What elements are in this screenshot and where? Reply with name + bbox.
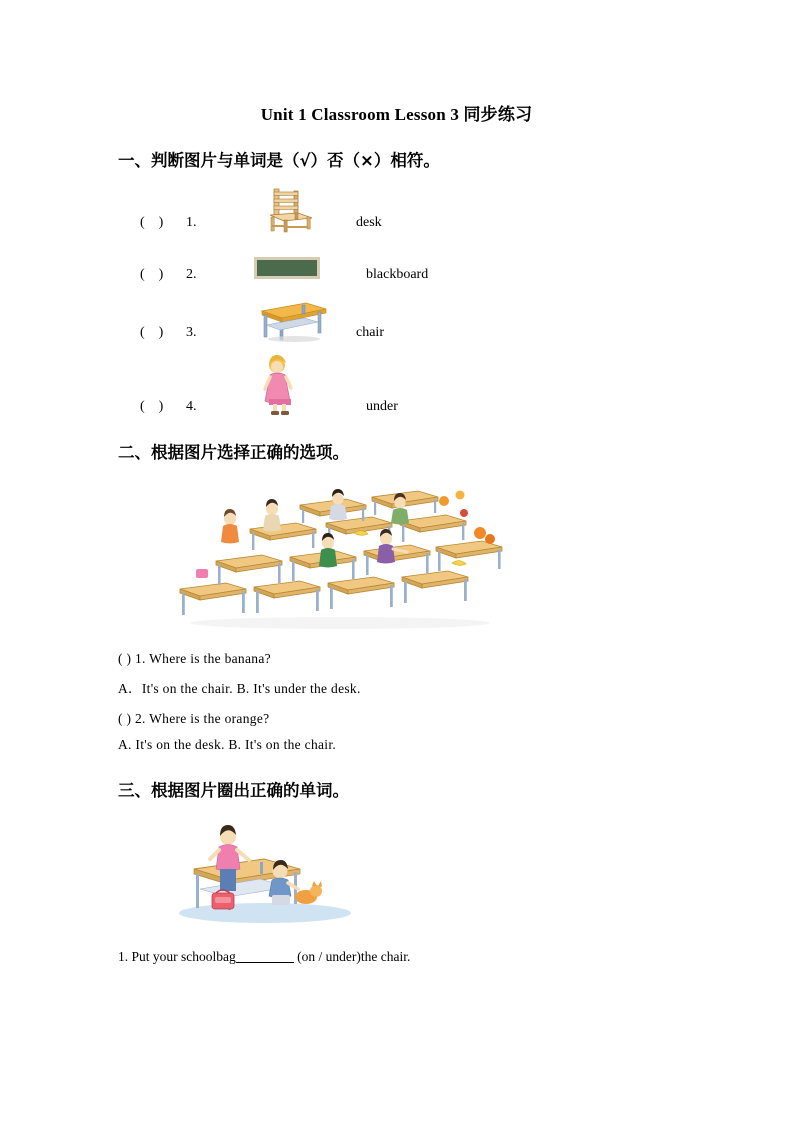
word-label: under <box>366 399 398 414</box>
fill-in-blank-line <box>118 949 793 965</box>
classroom-scene-photo <box>150 477 530 637</box>
word-label: chair <box>356 325 384 340</box>
section-1-items <box>0 177 793 417</box>
section-heading-3: 三、根据图片圈出正确的单词。 <box>118 781 349 800</box>
answer-bracket[interactable]: ( ) <box>140 267 164 282</box>
item-number: 3. <box>186 325 197 340</box>
list-item <box>140 177 793 233</box>
question-options[interactable]: A. It's on the desk. B. It's on the chair. <box>118 737 337 752</box>
list-item <box>140 285 793 343</box>
schoolbag-scene-photo <box>160 817 370 927</box>
question-stem[interactable]: ( ) 2. Where is the orange? <box>118 711 270 726</box>
list-item <box>140 233 793 285</box>
word-label: desk <box>356 215 382 230</box>
answer-bracket[interactable]: ( ) <box>140 215 164 230</box>
list-item <box>140 343 793 417</box>
section-2-questions <box>0 651 793 753</box>
blackboard-photo <box>208 237 288 285</box>
answer-blank[interactable] <box>236 950 294 963</box>
item-number: 1. <box>186 215 197 230</box>
fill-prefix: 1. Put your schoolbag <box>118 949 236 964</box>
question-stem[interactable]: ( ) 1. Where is the banana? <box>118 651 271 666</box>
answer-bracket[interactable]: ( ) <box>140 325 164 340</box>
section-heading-2: 二、根据图片选择正确的选项。 <box>118 443 349 462</box>
word-label: blackboard <box>366 267 429 282</box>
page-title: Unit 1 Classroom Lesson 3 同步练习 <box>260 105 533 124</box>
chair-photo <box>208 185 278 233</box>
section-heading-1: 一、判断图片与单词是（√）否（×）相符。 <box>118 151 440 170</box>
item-number: 2. <box>186 267 197 282</box>
item-number: 4. <box>186 399 197 414</box>
answer-bracket[interactable]: ( ) <box>140 399 164 414</box>
desk-photo <box>208 295 278 343</box>
girl-under-desk-photo <box>208 351 278 417</box>
fill-suffix: (on / under)the chair. <box>297 949 411 964</box>
question-options[interactable]: A．It's on the chair. B. It's under the desk. <box>118 681 361 696</box>
